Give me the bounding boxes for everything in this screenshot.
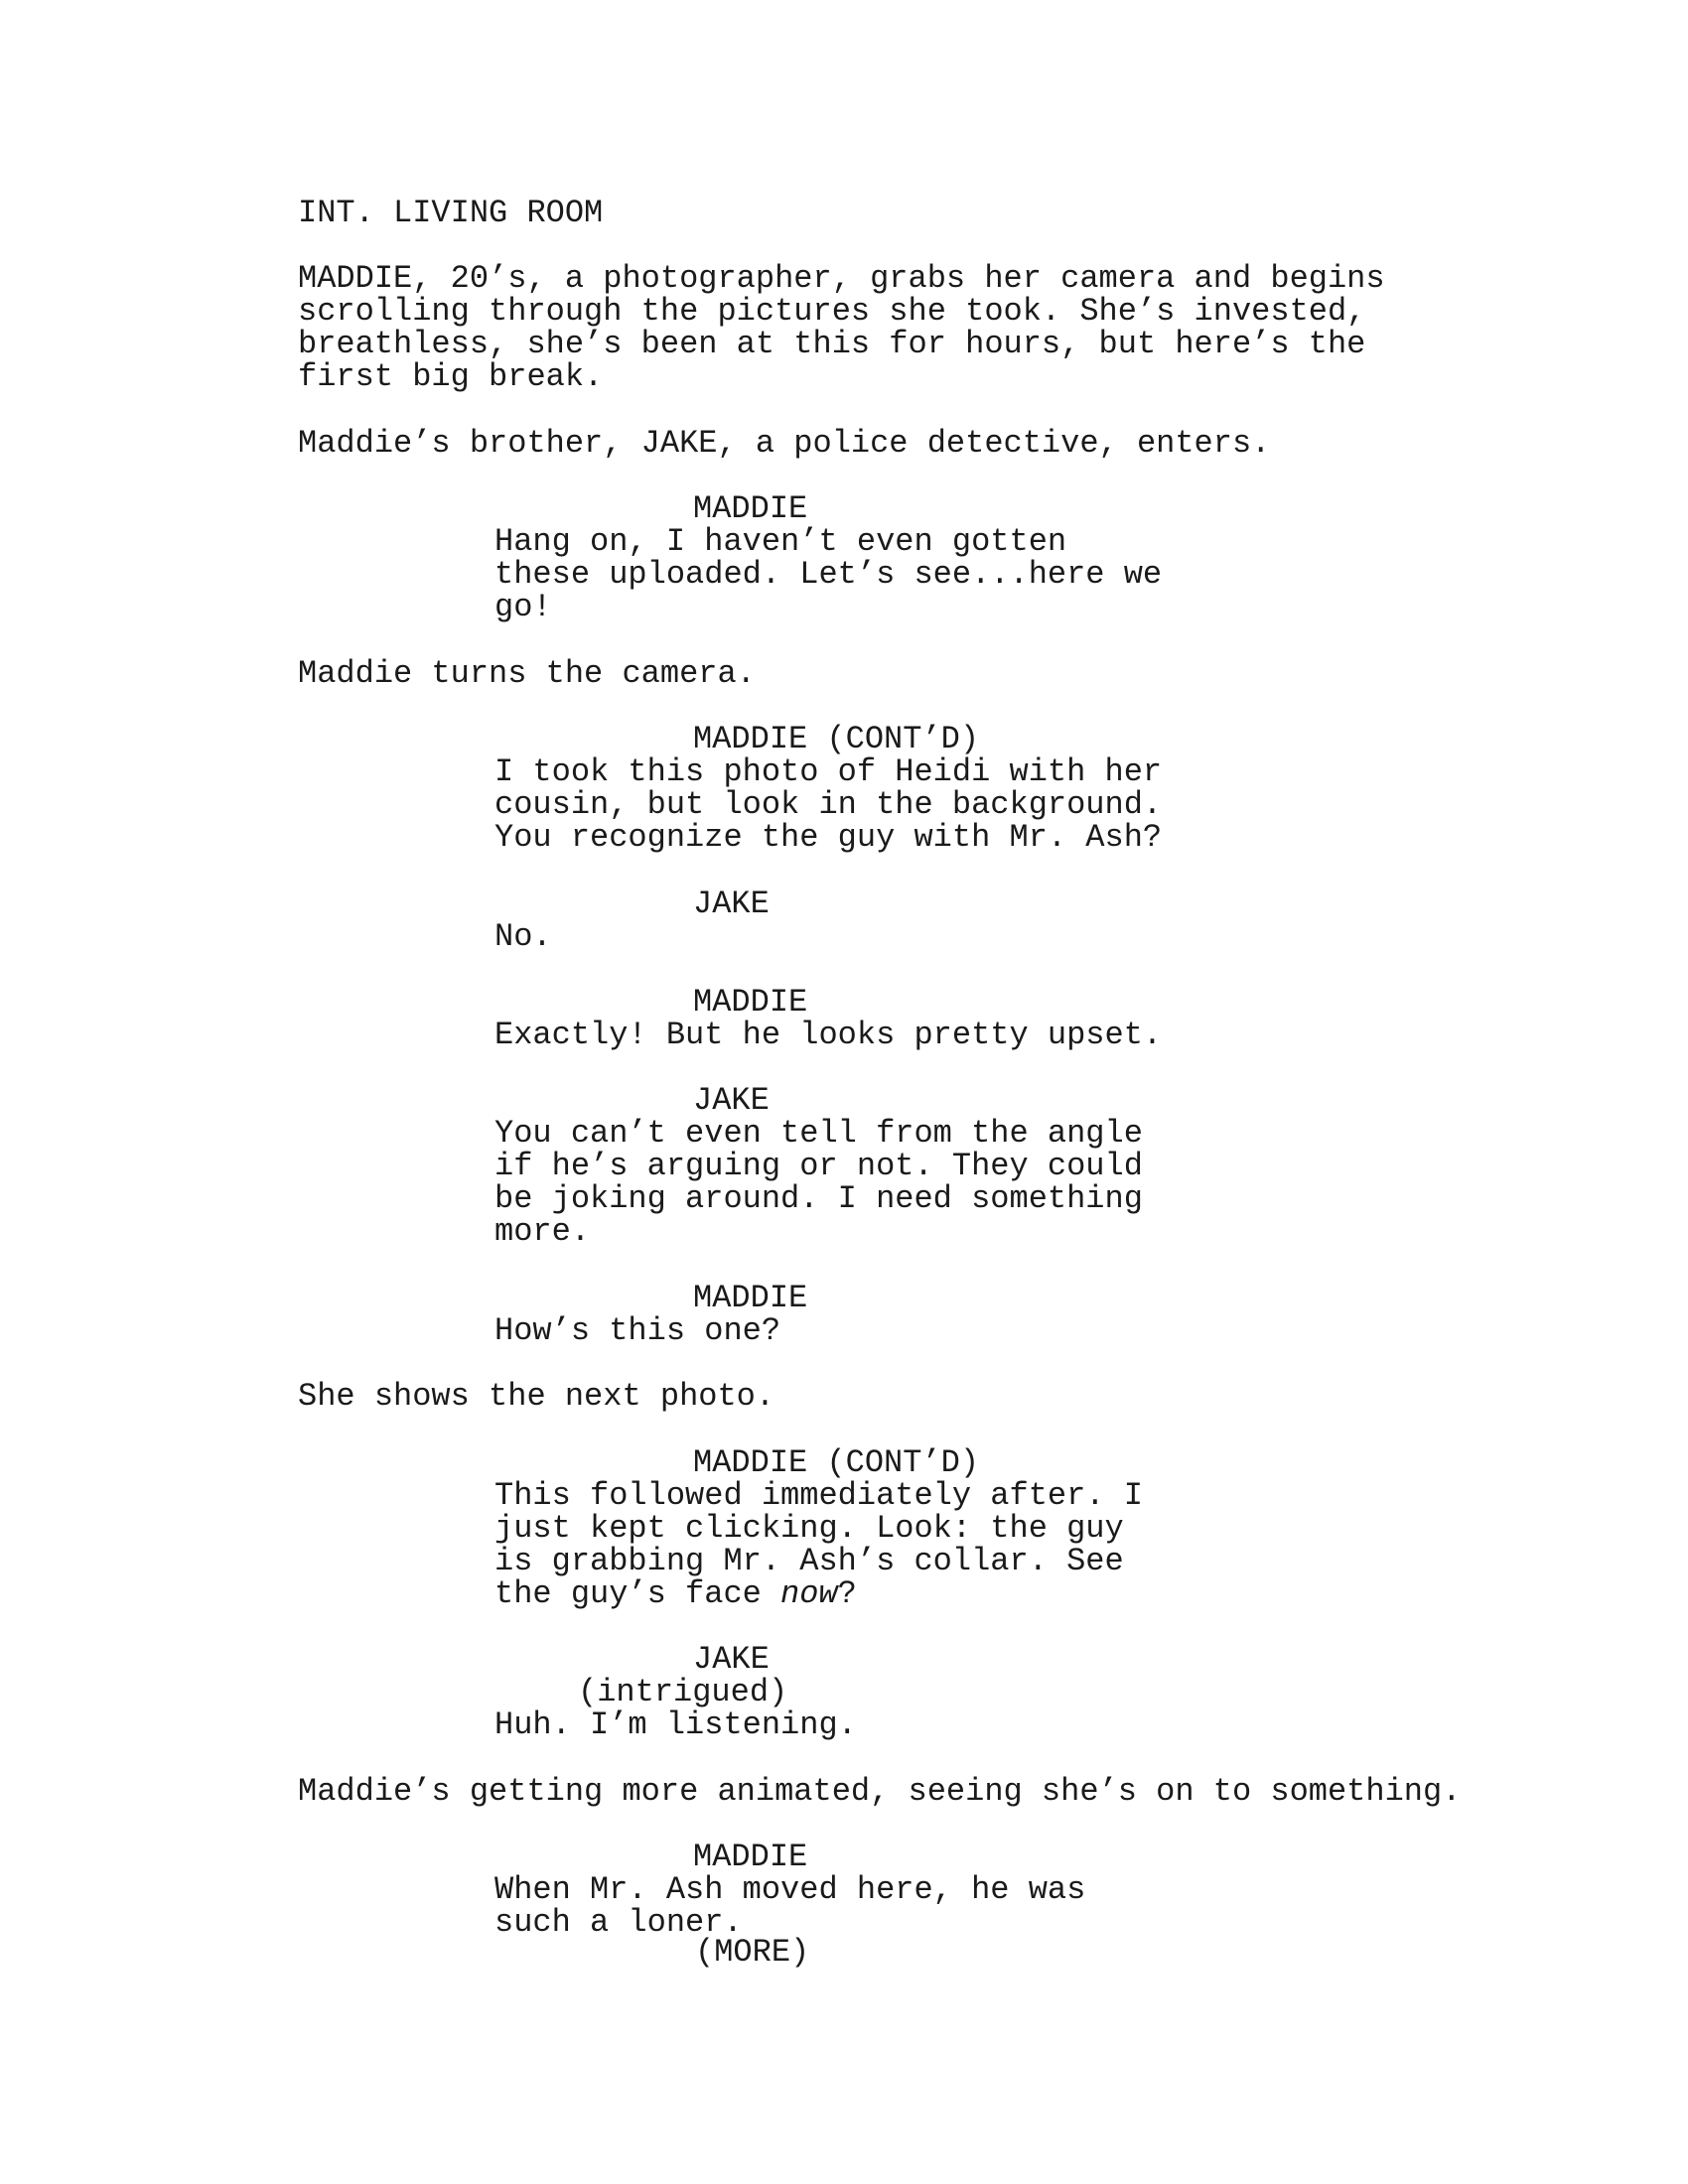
dialogue-text: the guy’s face <box>494 1575 781 1612</box>
dialogue-line: these uploaded. Let’s see...here we <box>494 556 1163 593</box>
dialogue-line: more. <box>494 1213 591 1250</box>
more-indicator: (MORE) <box>695 1934 810 1971</box>
dialogue-line: just kept clicking. Look: the guy <box>494 1510 1124 1547</box>
character-cue: JAKE <box>693 1641 770 1678</box>
character-cue: MADDIE <box>693 984 808 1021</box>
dialogue-line: Hang on, I haven’t even gotten <box>494 523 1067 560</box>
dialogue-line: You recognize the guy with Mr. Ash? <box>494 819 1163 856</box>
dialogue-text: ? <box>837 1575 857 1612</box>
character-cue: MADDIE <box>693 1280 808 1316</box>
dialogue-line: Exactly! But he looks pretty upset. <box>494 1017 1163 1053</box>
dialogue-line: No. <box>494 918 552 955</box>
dialogue-line: be joking around. I need something <box>494 1180 1143 1217</box>
dialogue-line <box>494 1577 857 1610</box>
action-line: She shows the next photo. <box>298 1378 775 1415</box>
character-cue: JAKE <box>693 1082 770 1119</box>
character-cue: MADDIE (CONT’D) <box>693 721 980 757</box>
scene-heading: INT. LIVING ROOM <box>298 195 604 231</box>
dialogue-line: if he’s arguing or not. They could <box>494 1148 1143 1184</box>
character-cue: MADDIE <box>693 490 808 527</box>
action-line: scrolling through the pictures she took. She’s invested, <box>298 293 1366 330</box>
dialogue-line: is grabbing Mr. Ash’s collar. See <box>494 1543 1124 1579</box>
dialogue-line: This followed immediately after. I <box>494 1477 1143 1514</box>
action-line: breathless, she’s been at this for hours, but here’s the <box>298 326 1366 362</box>
dialogue-line: When Mr. Ash moved here, he was <box>494 1871 1086 1908</box>
character-cue: JAKE <box>693 886 770 922</box>
dialogue-line: such a loner. <box>494 1904 743 1941</box>
action-line: MADDIE, 20’s, a photographer, grabs her camera and begins <box>298 260 1385 297</box>
dialogue-line: How’s this one? <box>494 1312 781 1349</box>
character-cue: MADDIE <box>693 1839 808 1875</box>
action-line: Maddie turns the camera. <box>298 655 756 692</box>
action-line: Maddie’s brother, JAKE, a police detective, enters. <box>298 425 1271 462</box>
action-line: first big break. <box>298 358 604 395</box>
parenthetical: (intrigued) <box>578 1674 788 1710</box>
dialogue-line: go! <box>494 589 552 625</box>
emphasized-word: now <box>780 1575 838 1612</box>
dialogue-line: You can’t even tell from the angle <box>494 1115 1143 1152</box>
action-line: Maddie’s getting more animated, seeing she’s on to something. <box>298 1773 1462 1810</box>
dialogue-line: cousin, but look in the background. <box>494 786 1163 823</box>
character-cue: MADDIE (CONT’D) <box>693 1444 980 1481</box>
dialogue-line: Huh. I’m listening. <box>494 1706 857 1743</box>
dialogue-line: I took this photo of Heidi with her <box>494 753 1163 790</box>
